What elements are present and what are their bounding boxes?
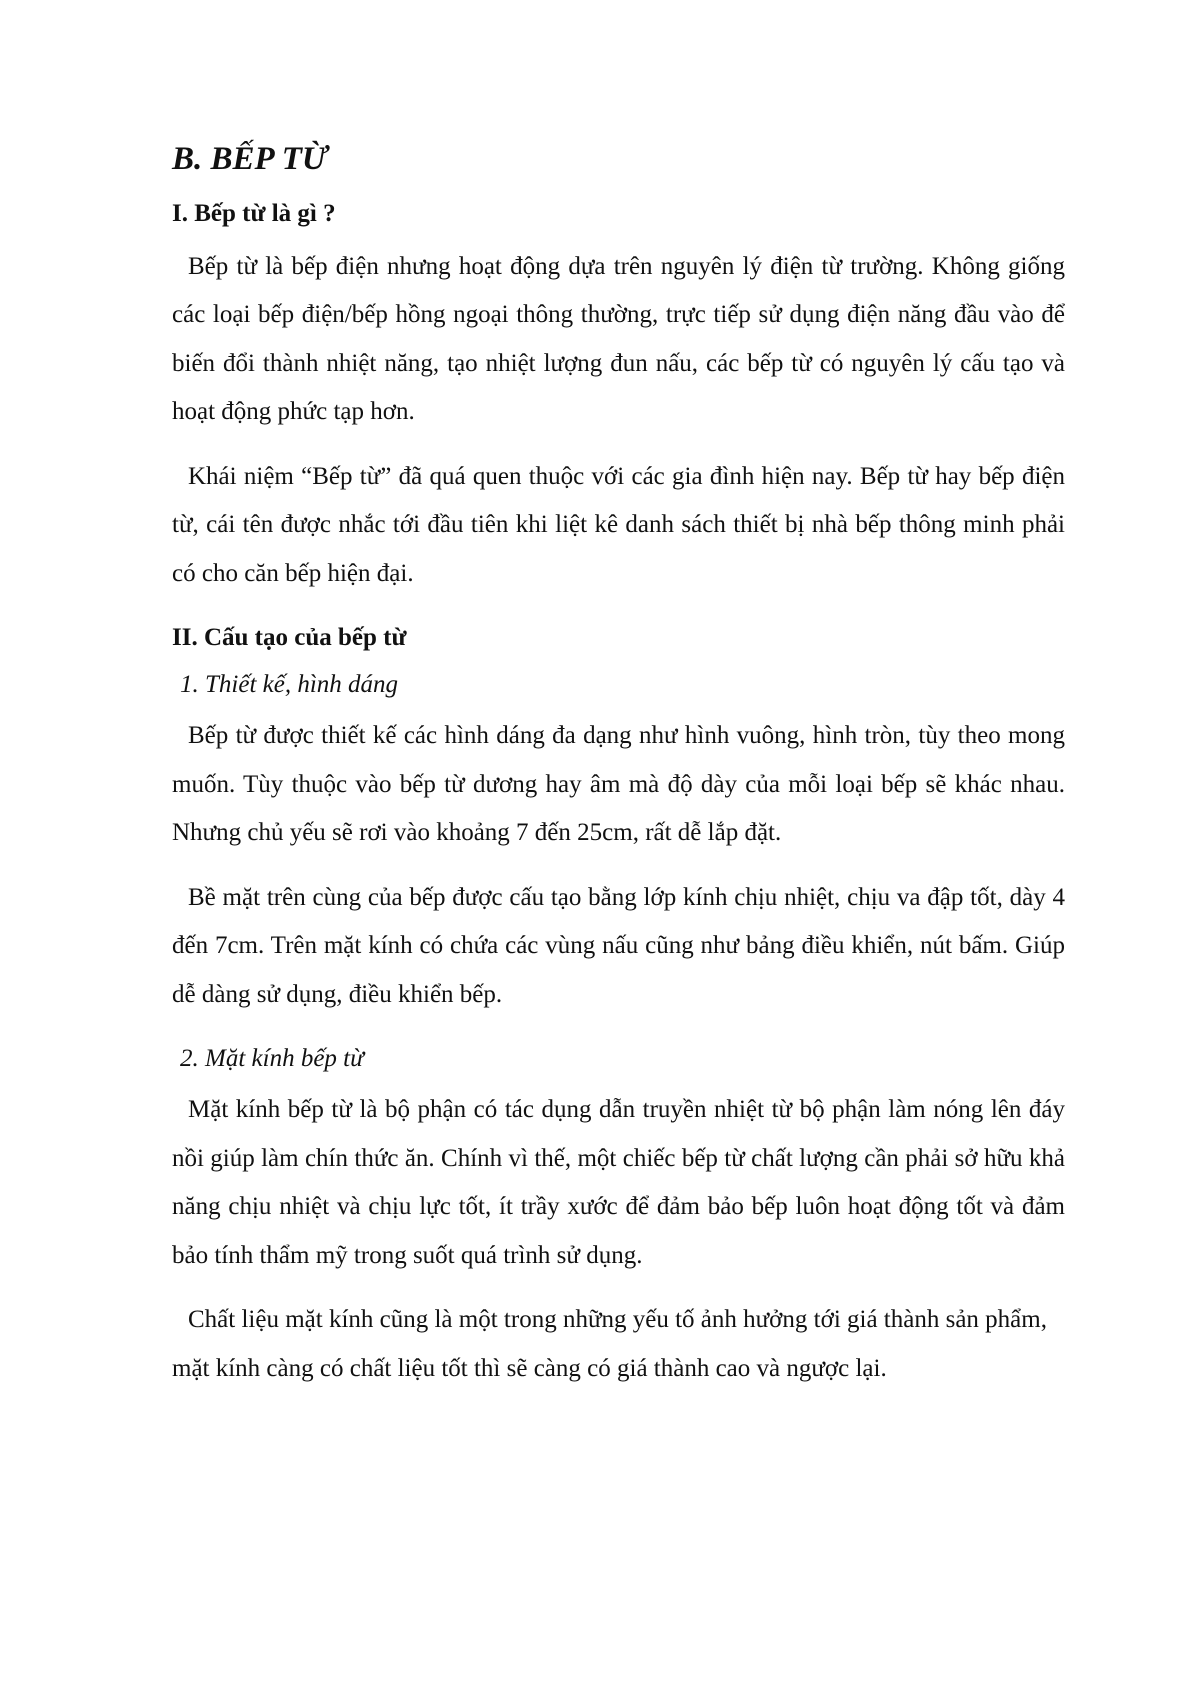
paragraph: Bếp từ là bếp điện nhưng hoạt động dựa trên nguyên lý điện từ trường. Không giống các loại bếp điện/bếp hồng ngoại thông thường, trực tiếp sử dụng điện năng đầu vào để biến đổi thành nhiệt năng, tạo nhiệt lượng đun nấu, các bếp từ có nguyên lý cấu tạo và hoạt động phức tạp hơn. bbox=[172, 252, 1065, 426]
paragraph: Mặt kính bếp từ là bộ phận có tác dụng dẫn truyền nhiệt từ bộ phận làm nóng lên đáy nồi giúp làm chín thức ăn. Chính vì thế, một chiếc bếp từ chất lượng cần phải sở hữu khả năng chịu nhiệt và chịu lực tốt, ít trầy xước để đảm bảo bếp luôn hoạt động tốt và đảm bảo tính thẩm mỹ trong suốt quá trình sử dụng. bbox=[172, 1096, 1065, 1269]
document-title: B. BẾP TỪ bbox=[172, 141, 328, 177]
section-heading-what-is: I. Bếp từ là gì ? bbox=[172, 199, 336, 227]
paragraph: Khái niệm “Bếp từ” đã quá quen thuộc với các gia đình hiện nay. Bếp từ hay bếp điện từ, cái tên được nhắc tới đầu tiên khi liệt kê danh sách thiết bị nhà bếp thông minh phải có cho căn bếp hiện đại. bbox=[172, 462, 1065, 587]
subsection-heading-design: 1. Thiết kế, hình dáng bbox=[180, 671, 399, 699]
paragraph: Bề mặt trên cùng của bếp được cấu tạo bằng lớp kính chịu nhiệt, chịu va đập tốt, dày 4 đến 7cm. Trên mặt kính có chứa các vùng nấu cũng như bảng điều khiển, nút bấm. Giúp dễ dàng sử dụng, điều khiển bếp. bbox=[172, 883, 1065, 1008]
section-heading-structure: II. Cấu tạo của bếp từ bbox=[172, 624, 407, 652]
paragraph: Bếp từ được thiết kế các hình dáng đa dạng như hình vuông, hình tròn, tùy theo mong muốn. Tùy thuộc vào bếp từ dương hay âm mà độ dày của mỗi loại bếp sẽ khác nhau. Nhưng chủ yếu sẽ rơi vào khoảng 7 đến 25cm, rất dễ lắp đặt. bbox=[172, 722, 1065, 847]
paragraph: Chất liệu mặt kính cũng là một trong những yếu tố ảnh hưởng tới giá thành sản phẩm, mặt kính càng có chất liệu tốt thì sẽ càng có giá thành cao và ngược lại. bbox=[172, 1306, 1047, 1382]
subsection-heading-glass-surface: 2. Mặt kính bếp từ bbox=[180, 1045, 364, 1073]
